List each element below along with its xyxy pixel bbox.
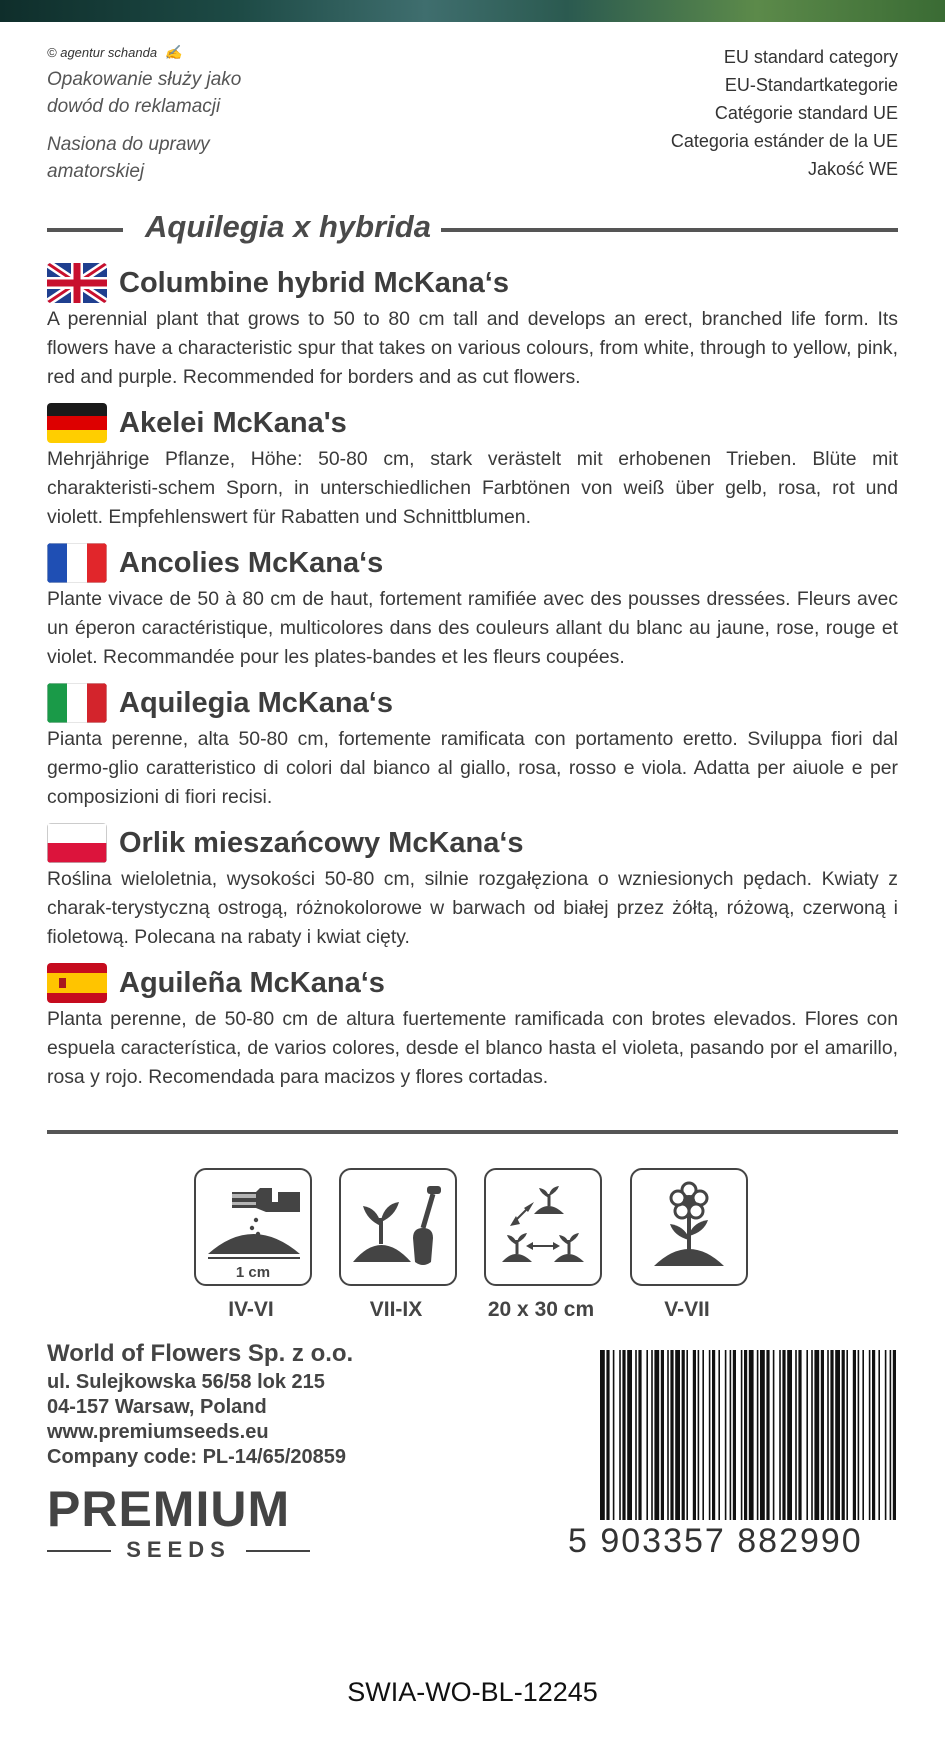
premium-seeds-logo [47, 1483, 310, 1563]
barcode-bar [670, 1350, 673, 1520]
barcode-bar [730, 1350, 732, 1520]
note-line: dowód do reklamacji [47, 96, 221, 117]
section-title: Aquilegia McKana‘s [119, 687, 393, 719]
section-title: Akelei McKana's [119, 407, 347, 439]
barcode-bar [686, 1350, 688, 1520]
eu-category-line: Jakość WE [807, 159, 898, 179]
eu-category-line: Catégorie standard UE [714, 103, 898, 123]
brand-word-premium: PREMIUM [47, 1481, 291, 1537]
eu-category-line: EU-Standartkategorie [724, 75, 898, 95]
section-title: Aguileña McKana‘s [119, 967, 385, 999]
barcode-bar [821, 1350, 824, 1520]
barcode-bar [835, 1350, 840, 1520]
barcode-bar [830, 1350, 833, 1520]
uk-flag-icon [47, 263, 107, 303]
flowering-period: V-VII [664, 1298, 710, 1321]
barcode-bar [798, 1350, 801, 1520]
sowing-depth: 1 cm [235, 1264, 271, 1281]
species-heading [47, 209, 898, 245]
barcode-bar [766, 1350, 769, 1520]
barcode-bar [787, 1350, 792, 1520]
barcode-bar [712, 1350, 715, 1520]
section-divider [47, 1130, 898, 1134]
barcode-bar [741, 1350, 743, 1520]
barcode-bar [827, 1350, 829, 1520]
barcode-bar [806, 1350, 808, 1520]
barcode-bar [853, 1350, 856, 1520]
company-street: ul. Sulejkowska 56/58 lok 215 [47, 1371, 325, 1393]
barcode-bar [627, 1350, 632, 1520]
barcode-bar [635, 1350, 637, 1520]
amateur-note [47, 131, 210, 185]
signature-icon: ✍ [164, 44, 183, 60]
barcode-bar [744, 1350, 747, 1520]
barcode-bar [890, 1350, 892, 1520]
barcode-bar [718, 1350, 720, 1520]
copyright-symbol: © [47, 45, 57, 60]
section-text: Planta perenne, de 50-80 cm de altura fuertemente ramificada con brotes elevados. Flores con espuela característica, de varios colores, desde el blanco hasta el violeta, pasando por el amarillo, rosa y rojo. Recomendada para macizos y flores cortadas. [47, 1008, 898, 1088]
spain-flag-icon [47, 963, 107, 1003]
barcode-bar [757, 1350, 759, 1520]
transplant-period: VII-IX [369, 1298, 423, 1321]
spacing-icon [484, 1168, 602, 1286]
barcode-bar [872, 1350, 875, 1520]
company-website[interactable]: www.premiumseeds.eu [47, 1421, 269, 1443]
section-text: A perennial plant that grows to 50 to 80 cm tall and develops an erect, branched life form. Its flowers have a characteristic spur that takes on various colours, from white, through to yellow, pink, red and purple. Recommended for borders and as cut flowers. [47, 308, 898, 388]
barcode-digits: 5 903357 882990 [568, 1522, 863, 1560]
company-code: Company code: PL-14/65/20859 [47, 1446, 347, 1468]
barcode-bar [862, 1350, 864, 1520]
barcode-bar [795, 1350, 797, 1520]
barcode-bar [619, 1350, 621, 1520]
barcode-bar [661, 1350, 664, 1520]
barcode-bar [858, 1350, 860, 1520]
eu-category-line: EU standard category [723, 47, 898, 67]
barcode-bar [622, 1350, 625, 1520]
logo-rule-right [246, 1550, 310, 1552]
flowering-icon [630, 1168, 748, 1286]
note-line: Nasiona do uprawy [47, 134, 210, 155]
sowing-period: IV-VI [228, 1298, 274, 1321]
company-address [47, 1338, 353, 1470]
section-english [47, 263, 898, 392]
eu-category-line: Categoria estánder de la UE [670, 131, 898, 151]
barcode-bar [709, 1350, 711, 1520]
barcode-bar [893, 1350, 896, 1520]
note-line: amatorskiej [47, 161, 145, 182]
italy-flag-icon [47, 683, 107, 723]
section-german [47, 403, 898, 532]
photo-credit [47, 44, 182, 61]
barcode-bar [782, 1350, 785, 1520]
company-name: World of Flowers Sp. z o.o. [47, 1340, 354, 1367]
barcode-bar [702, 1350, 704, 1520]
barcode-bar [846, 1350, 848, 1520]
barcode-bar [646, 1350, 648, 1520]
barcode-bar [749, 1350, 754, 1520]
section-text: Roślina wieloletnia, wysokości 50-80 cm, silnie rozgałęziona o wzniesionych pędach. Kwiaty z charak-terystyczną ostrogą, różnokolorowe w barwach od białej przez żółtą, różową, czerwoną i fioletową. Polecana na rabaty i kwiat cięty. [47, 868, 898, 948]
note-line: Opakowanie służy jako [47, 69, 242, 90]
barcode-bar [638, 1350, 641, 1520]
barcode-bar [779, 1350, 781, 1520]
logo-rule-left [47, 1550, 111, 1552]
barcode-bar [693, 1350, 696, 1520]
section-french [47, 543, 898, 672]
complaint-note [47, 66, 241, 120]
brand-word-seeds: SEEDS [126, 1537, 231, 1562]
rule-left [47, 228, 123, 232]
rule-right [429, 228, 898, 232]
section-title: Ancolies McKana‘s [119, 547, 384, 579]
barcode-bar [773, 1350, 775, 1520]
barcode-bar [811, 1350, 813, 1520]
barcode-bar [667, 1350, 669, 1520]
barcode-bar [725, 1350, 727, 1520]
transplanting-icon [339, 1168, 457, 1286]
barcode-bar [878, 1350, 880, 1520]
credit-text: agentur schanda [60, 45, 158, 60]
barcode-bar [613, 1350, 615, 1520]
header-photo-strip [0, 0, 945, 22]
poland-flag-icon [47, 823, 107, 863]
barcode-bar [760, 1350, 765, 1520]
barcode-bar [814, 1350, 819, 1520]
product-sku: SWIA-WO-BL-12245 [347, 1677, 598, 1707]
barcode-bar [651, 1350, 653, 1520]
barcode-bar [654, 1350, 659, 1520]
barcode-bar [675, 1350, 680, 1520]
sowing-icon [194, 1168, 312, 1286]
section-text: Plante vivace de 50 à 80 cm de haut, fortement ramifiée avec des pousses dressées. Fleurs avec un éperon caractéristique, multicolores dans des couleurs allant du blanc au jaune, rose, rouge et violet. Recommandée pour les plates-bandes et les fleurs coupées. [47, 588, 898, 668]
section-title: Columbine hybrid McKana‘s [119, 267, 509, 299]
barcode-bar [885, 1350, 887, 1520]
barcode-bar [600, 1350, 605, 1520]
barcode-bar [682, 1350, 685, 1520]
section-title: Orlik mieszańcowy McKana‘s [119, 827, 524, 859]
section-polish [47, 823, 898, 952]
company-city: 04-157 Warsaw, Poland [47, 1396, 267, 1418]
eu-category-list [671, 43, 898, 183]
section-text: Pianta perenne, alta 50-80 cm, fortemente ramificata con portamento eretto. Sviluppa fiori dal germo-glio caratteristico di colori dal bianco al giallo, rosa, rosso e viola. Adatta per aiuole e per composizioni di fiori recisi. [47, 728, 898, 808]
barcode-bar [869, 1350, 871, 1520]
barcode-bar [606, 1350, 609, 1520]
barcode-bar [733, 1350, 736, 1520]
germany-flag-icon [47, 403, 107, 443]
section-italian [47, 683, 898, 812]
section-spanish [47, 963, 898, 1092]
barcode-bar [698, 1350, 700, 1520]
plant-spacing: 20 x 30 cm [487, 1298, 595, 1321]
species-name: Aquilegia x hybrida [135, 209, 441, 245]
france-flag-icon [47, 543, 107, 583]
section-text: Mehrjährige Pflanze, Höhe: 50-80 cm, stark verästelt mit erhobenen Trieben. Blüte mit charakteristi-schem Sporn, in unterschiedlichen Farbtönen von weiß über gelb, rosa, rot und violett. Empfehlenswert für Rabatten und Schnittblumen. [47, 448, 898, 528]
barcode-bar [842, 1350, 845, 1520]
